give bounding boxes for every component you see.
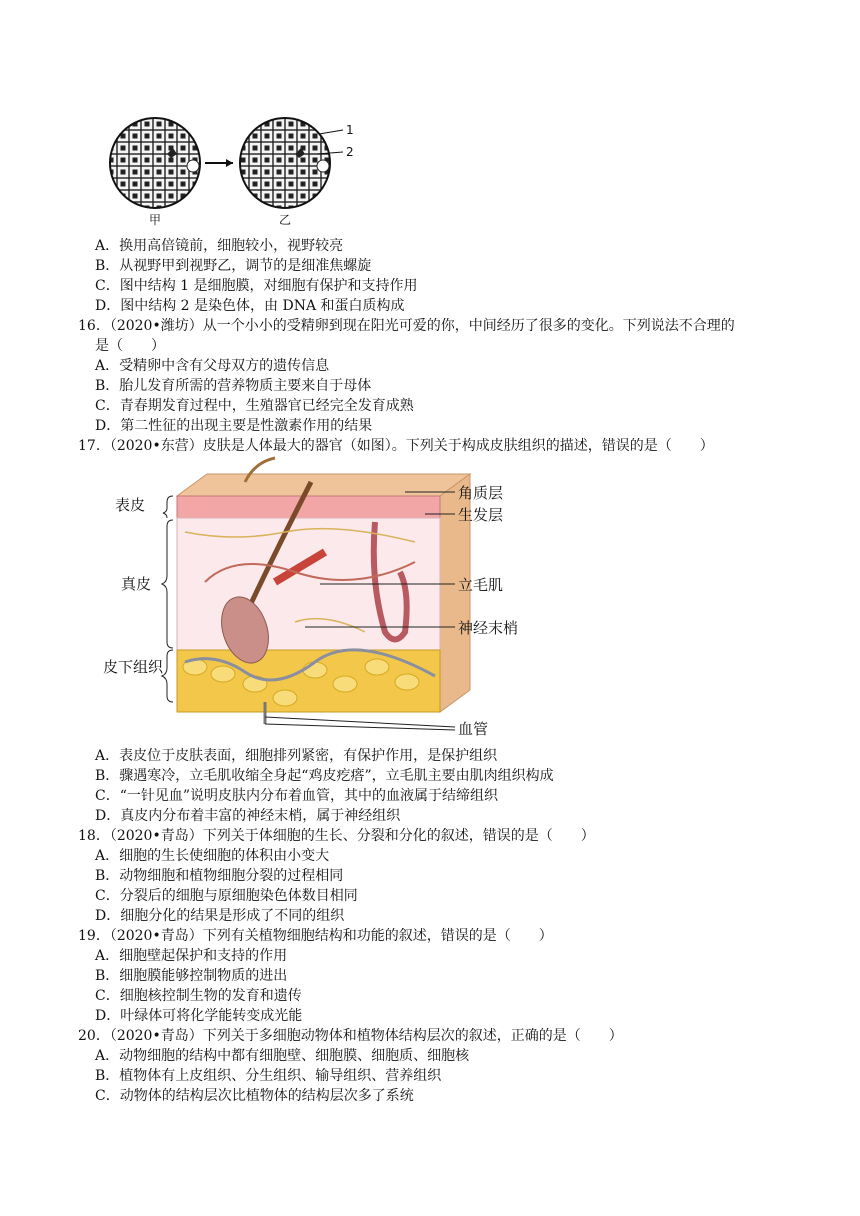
field-jia <box>105 118 205 210</box>
q17-stem: 17．（2020•东营）皮肤是人体最大的器官（如图）。下列关于构成皮肤组织的描述，错误的是（ ） <box>78 438 714 454</box>
structure-2-label: 2 <box>346 145 354 159</box>
q15-option-c: C．图中结构 1 是细胞膜，对细胞有保护和支持作用 <box>95 278 418 294</box>
field-jia-label: 甲 <box>149 213 162 227</box>
label-arrector-pili: 立毛肌 <box>458 576 504 594</box>
q16-stem: 16．（2020•潍坊）从一个小小的受精卵到现在阳光可爱的你，中间经历了很多的变化。下列说法不合理的 <box>78 318 735 334</box>
q20-option-b: B．植物体有上皮组织、分生组织、输导组织、营养组织 <box>95 1068 442 1084</box>
q16-option-c: C．青春期发育过程中，生殖器官已经完全发育成熟 <box>95 398 414 414</box>
q18-option-c: C．分裂后的细胞与原细胞染色体数目相同 <box>95 888 358 904</box>
q15-option-a: A．换用高倍镜前，细胞较小，视野较亮 <box>95 238 344 254</box>
q17-option-a: A．表皮位于皮肤表面，细胞排列紧密，有保护作用，是保护组织 <box>95 748 498 764</box>
q19-option-d: D．叶绿体可将化学能转变成光能 <box>95 1008 303 1024</box>
q15-option-b: B．从视野甲到视野乙，调节的是细准焦螺旋 <box>95 258 372 274</box>
field-yi <box>235 118 343 210</box>
q16-stem-cont: 是（ ） <box>95 338 165 354</box>
skin-structure-figure <box>103 462 535 744</box>
label-germinal-layer: 生发层 <box>458 506 504 524</box>
field-yi-label: 乙 <box>279 213 292 227</box>
q17-option-b: B．骤遇寒冷，立毛肌收缩全身起“鸡皮疙瘩”，立毛肌主要由肌肉组织构成 <box>95 768 554 784</box>
label-dermis: 真皮 <box>121 575 152 593</box>
q16-option-b: B．胎儿发育所需的营养物质主要来自于母体 <box>95 378 372 394</box>
q18-option-a: A．细胞的生长使细胞的体积由小变大 <box>95 848 330 864</box>
q17-option-c: C．“一针见血”说明皮肤内分布着血管，其中的血液属于结缔组织 <box>95 788 499 804</box>
q20-option-a: A．动物细胞的结构中都有细胞壁、细胞膜、细胞质、细胞核 <box>95 1048 470 1064</box>
q19-option-a: A．细胞壁起保护和支持的作用 <box>95 948 288 964</box>
q19-option-c: C．细胞核控制生物的发育和遗传 <box>95 988 302 1004</box>
label-stratum-corneum: 角质层 <box>458 484 504 502</box>
label-blood-vessels: 血管 <box>458 720 489 738</box>
structure-1-label: 1 <box>346 123 354 137</box>
q16-option-d: D．第二性征的出现主要是性激素作用的结果 <box>95 418 373 434</box>
q15-option-d: D．图中结构 2 是染色体，由 DNA 和蛋白质构成 <box>95 298 405 314</box>
q20-stem: 20．（2020•青岛）下列关于多细胞动物体和植物体结构层次的叙述，正确的是（ ） <box>78 1028 623 1044</box>
q16-option-a: A．受精卵中含有父母双方的遗传信息 <box>95 358 330 374</box>
q19-stem: 19．（2020•青岛）下列有关植物细胞结构和功能的叙述，错误的是（ ） <box>78 928 553 944</box>
q17-option-d: D．真皮内分布着丰富的神经末梢，属于神经组织 <box>95 808 401 824</box>
q18-stem: 18．（2020•青岛）下列关于体细胞的生长、分裂和分化的叙述，错误的是（ ） <box>78 828 595 844</box>
q20-option-c: C．动物体的结构层次比植物体的结构层次多了系统 <box>95 1088 414 1104</box>
q19-option-b: B．细胞膜能够控制物质的进出 <box>95 968 288 984</box>
q18-option-b: B．动物细胞和植物细胞分裂的过程相同 <box>95 868 344 884</box>
q18-option-d: D．细胞分化的结果是形成了不同的组织 <box>95 908 345 924</box>
label-nerve-endings: 神经末梢 <box>458 619 519 637</box>
label-epidermis: 表皮 <box>115 496 146 514</box>
label-subcutaneous: 皮下组织 <box>103 658 164 676</box>
microscope-fields-figure <box>105 118 365 228</box>
